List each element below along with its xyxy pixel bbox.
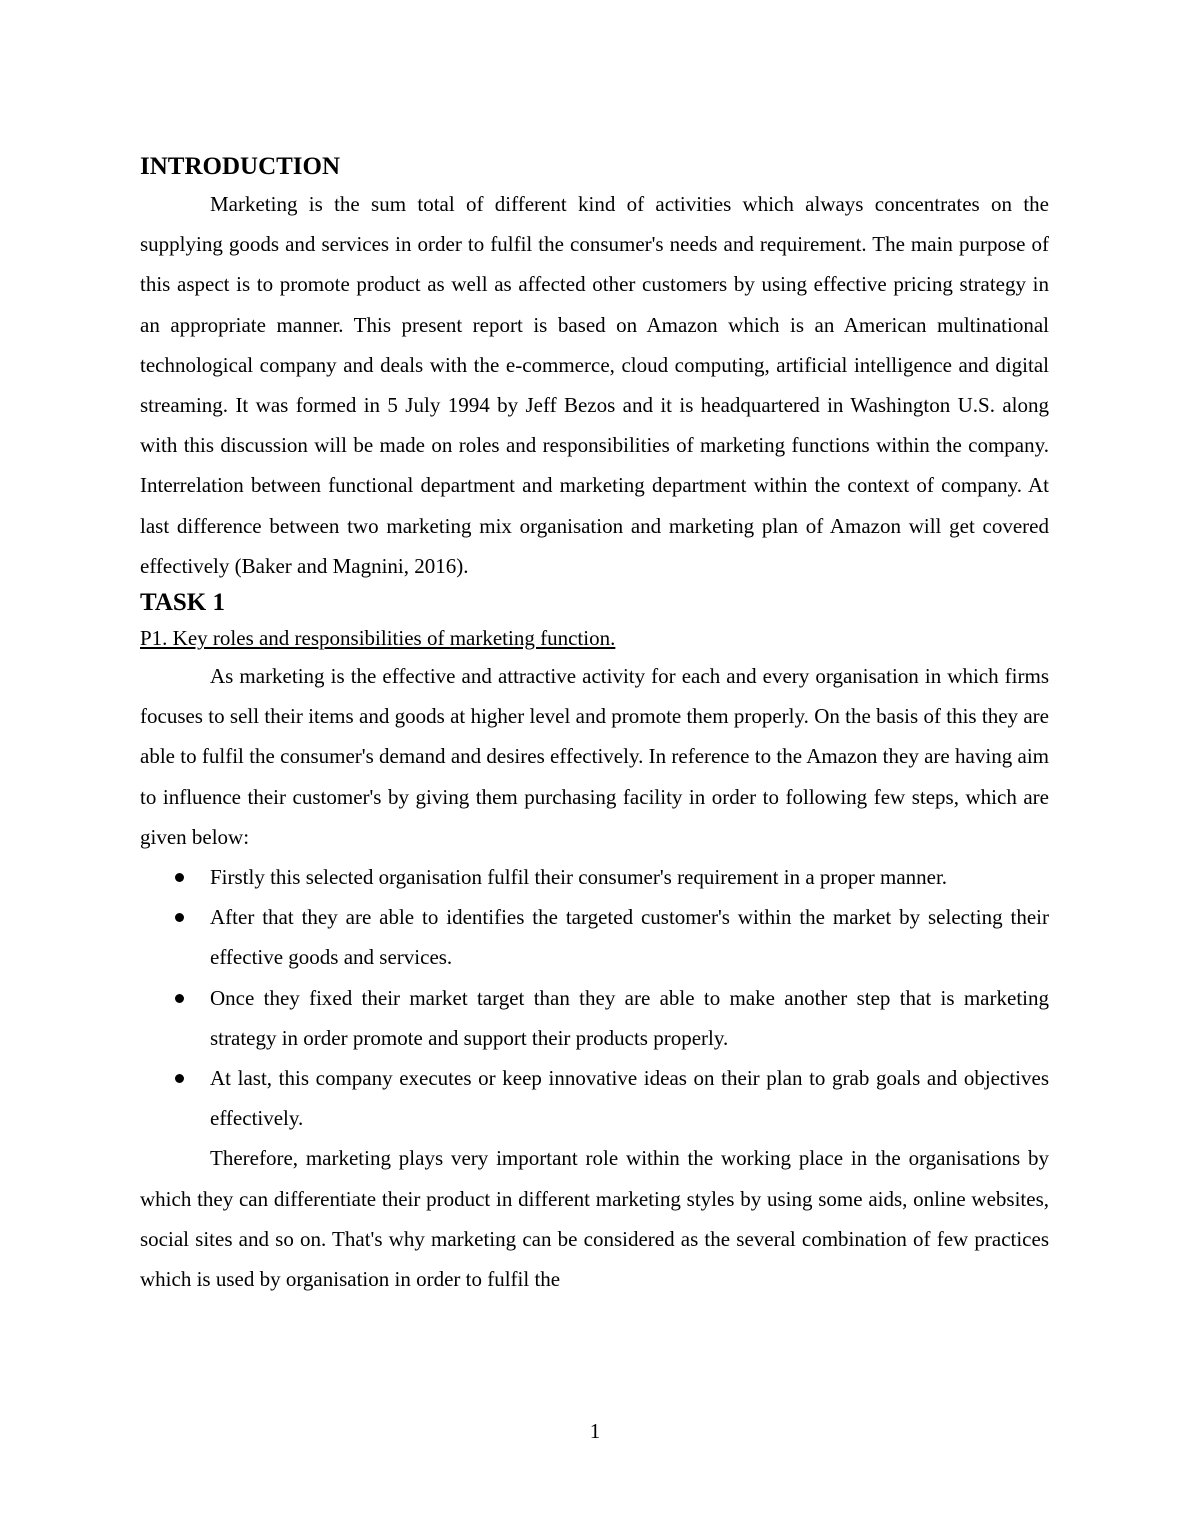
- bullet-icon: [175, 1074, 184, 1083]
- introduction-paragraph: Marketing is the sum total of different kind of activities which always concentrates on the supplying goods and services in order to fulfil the consumer's needs and requirement. The main purpose of this aspect is to promote product as well as affected other customers by using effective pricing strategy in an appropriate manner. This present report is based on Amazon which is an American multinational technological company and deals with the e-commerce, cloud computing, artificial intelligence and digital streaming. It was formed in 5 July 1994 by Jeff Bezos and it is headquartered in Washington U.S. along with this discussion will be made on roles and responsibilities of marketing functions within the company. Interrelation between functional department and marketing department within the context of company. At last difference between two marketing mix organisation and marketing plan of Amazon will get covered effectively (Baker and Magnini, 2016).: [140, 192, 1049, 578]
- page-number: 1: [589, 1419, 601, 1443]
- bullet-item-3: [140, 978, 1049, 1058]
- task-1-heading: TASK 1: [140, 589, 225, 617]
- bullet-item-4: [140, 1058, 1049, 1138]
- bullet-text: Firstly this selected organisation fulfil their consumer's requirement in a proper manner.: [210, 865, 948, 890]
- bullet-text: Once they fixed their market target than they are able to make another step that is marketing strategy in order promote and support their products properly.: [210, 985, 1049, 1050]
- document-page: [140, 150, 1049, 1299]
- bullet-item-2: [140, 897, 1049, 977]
- bullet-text: After that they are able to identifies the targeted customer's within the market by selecting their effective goods and services.: [210, 905, 1049, 970]
- bullet-text: At last, this company executes or keep innovative ideas on their plan to grab goals and objectives effectively.: [210, 1066, 1049, 1131]
- bullet-icon: [175, 913, 184, 922]
- task-1-paragraph-1: As marketing is the effective and attractive activity for each and every organisation in which firms focuses to sell their items and goods at higher level and promote them properly. On the basis of this they are able to fulfil the consumer's demand and desires effectively. In reference to the Amazon they are having aim to influence their customer's by giving them purchasing facility in order to following few steps, which are given below:: [140, 664, 1049, 849]
- bullet-icon: [175, 994, 184, 1003]
- p1-subheading: P1. Key roles and responsibilities of marketing function.: [140, 626, 616, 651]
- bullet-item-1: [140, 857, 1049, 897]
- introduction-heading: INTRODUCTION: [140, 153, 341, 180]
- steps-bullet-list: [140, 857, 1049, 1138]
- task-1-paragraph-2: Therefore, marketing plays very important role within the working place in the organisations by which they can differentiate their product in different marketing styles by using some aids, online websites, social sites and so on. That's why marketing can be considered as the several combination of few practices which is used by organisation in order to fulfil the: [140, 1146, 1049, 1292]
- bullet-icon: [175, 873, 184, 882]
